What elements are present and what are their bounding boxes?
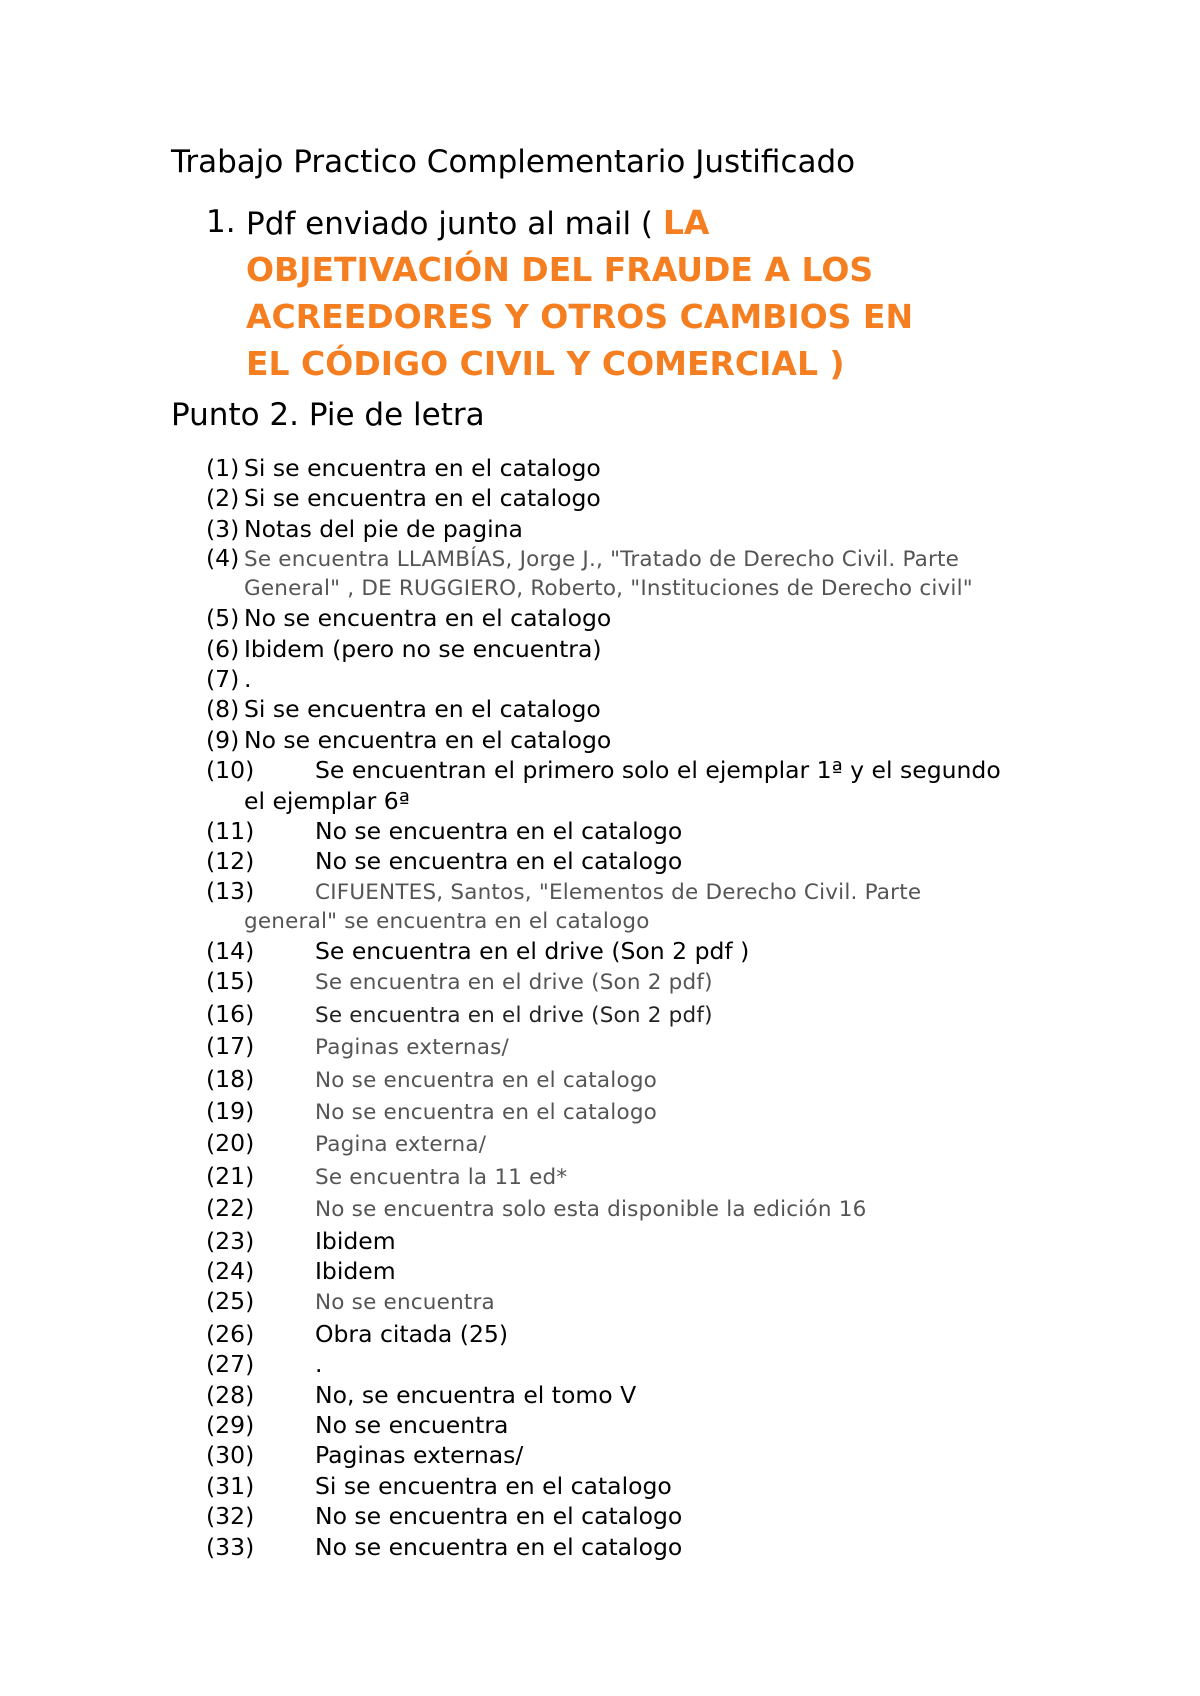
footnote-text: Ibidem (315, 1256, 396, 1285)
highlight-line-3: ACREEDORES Y OTROS CAMBIOS EN (246, 297, 914, 336)
footnote-text: No se encuentra en el catalogo (315, 1532, 683, 1561)
footnote-number: (13) (206, 876, 255, 905)
footnote-continuation: General" , DE RUGGIERO, Roberto, "Instituciones de Derecho civil" (244, 576, 973, 602)
footnote-item (206, 936, 1106, 966)
footnote-text: Si se encuentra en el catalogo (244, 695, 601, 724)
footnote-item (206, 877, 1106, 936)
highlight-line-1: LA (662, 203, 710, 242)
footnote-item (206, 514, 1106, 544)
footnote-text: Notas del pie de pagina (244, 514, 523, 543)
footnote-number: (26) (206, 1319, 255, 1348)
footnote-item (206, 1440, 1106, 1470)
footnote-text: Ibidem (pero no se encuentra) (244, 634, 602, 663)
footnote-item (206, 694, 1106, 724)
footnote-text: Pagina externa/ (315, 1132, 487, 1158)
item-prefix: Pdf enviado junto al mail ( (246, 206, 654, 242)
footnote-item (206, 453, 1106, 483)
footnote-number: (33) (206, 1532, 255, 1561)
footnote-item (206, 999, 1106, 1031)
footnote-number: (20) (206, 1129, 255, 1158)
footnote-number: (30) (206, 1441, 255, 1470)
footnote-item (206, 1096, 1106, 1128)
footnote-number: (21) (206, 1161, 255, 1190)
footnote-item (206, 725, 1106, 755)
footnote-item (206, 1161, 1106, 1193)
footnote-text: No se encuentra solo esta disponible la edición 16 (315, 1197, 867, 1223)
footnote-item (206, 1286, 1106, 1318)
footnote-number: (29) (206, 1410, 255, 1439)
footnote-text: No se encuentra en el catalogo (315, 847, 683, 876)
footnote-item (206, 1031, 1106, 1063)
footnote-text: No se encuentra en el catalogo (315, 1067, 658, 1093)
section-heading: Punto 2. Pie de letra (171, 397, 485, 433)
footnote-item (206, 544, 1106, 603)
footnote-number: (15) (206, 967, 255, 996)
document-title: Trabajo Practico Complementario Justificado (171, 144, 856, 180)
footnote-text: Se encuentra en el drive (Son 2 pdf) (315, 1002, 713, 1028)
footnote-text: Obra citada (25) (315, 1319, 509, 1348)
footnote-number: (16) (206, 999, 255, 1028)
footnote-item (206, 1226, 1106, 1256)
footnote-item (206, 816, 1106, 846)
footnote-text: No se encuentra en el catalogo (244, 725, 612, 754)
footnote-list (206, 453, 1106, 1562)
footnote-number: (5) (206, 604, 240, 633)
footnote-item (206, 1064, 1106, 1096)
footnote-item (206, 846, 1106, 876)
footnote-item (206, 1532, 1106, 1562)
footnote-number: (28) (206, 1380, 255, 1409)
footnote-text: Se encuentra en el drive (Son 2 pdf) (315, 970, 713, 996)
footnote-number: (22) (206, 1194, 255, 1223)
footnote-item (206, 664, 1106, 694)
numbered-item-1 (206, 200, 1026, 388)
footnote-number: (27) (206, 1350, 255, 1379)
footnote-item (206, 1380, 1106, 1410)
footnote-text: Paginas externas/ (315, 1035, 509, 1061)
highlight-line-4: EL CÓDIGO CIVIL Y COMERCIAL ) (246, 344, 845, 383)
footnote-text: No se encuentra en el catalogo (315, 1502, 683, 1531)
footnote-text: . (244, 665, 252, 694)
footnote-item (206, 1471, 1106, 1501)
footnote-text: Se encuentra LLAMBÍAS, Jorge J., "Tratado de Derecho Civil. Parte (244, 547, 960, 573)
footnote-number: (24) (206, 1256, 255, 1285)
footnote-text: Si se encuentra en el catalogo (244, 454, 601, 482)
footnote-number: (10) (206, 756, 255, 785)
footnote-number: (4) (206, 544, 240, 573)
footnote-number: (12) (206, 847, 255, 876)
footnote-text: CIFUENTES, Santos, "Elementos de Derecho Civil. Parte (315, 879, 922, 905)
footnote-text: No, se encuentra el tomo V (315, 1380, 637, 1409)
footnote-text: . (315, 1350, 323, 1379)
footnote-text: Se encuentra en el drive (Son 2 pdf ) (315, 936, 750, 965)
footnote-text: No se encuentra (315, 1410, 509, 1439)
footnote-number: (3) (206, 514, 240, 543)
footnote-text: No se encuentra (315, 1290, 495, 1316)
footnote-item (206, 1410, 1106, 1440)
footnote-item (206, 1501, 1106, 1531)
footnote-number: (14) (206, 936, 255, 965)
footnote-continuation: el ejemplar 6ª (244, 786, 410, 815)
footnote-text: Se encuentran el primero solo el ejemplar 1ª y el segundo (315, 756, 1001, 785)
footnote-number: (9) (206, 725, 240, 754)
footnote-number: (25) (206, 1287, 255, 1316)
footnote-text: No se encuentra en el catalogo (315, 1099, 658, 1125)
footnote-item (206, 1193, 1106, 1225)
footnote-number: (11) (206, 817, 255, 846)
footnote-text: Ibidem (315, 1226, 396, 1255)
footnote-text: No se encuentra en el catalogo (244, 604, 612, 633)
footnote-item (206, 1128, 1106, 1160)
footnote-text: Paginas externas/ (315, 1441, 524, 1470)
footnote-text: Se encuentra la 11 ed* (315, 1164, 568, 1190)
footnote-number: (6) (206, 634, 240, 663)
footnote-number: (8) (206, 695, 240, 724)
footnote-item (206, 966, 1106, 998)
footnote-item (206, 1349, 1106, 1379)
footnote-text: Si se encuentra en el catalogo (315, 1471, 672, 1500)
highlight-line-2: OBJETIVACIÓN DEL FRAUDE A LOS (246, 250, 874, 289)
footnote-item (206, 1256, 1106, 1286)
footnote-item (206, 483, 1106, 513)
footnote-number: (31) (206, 1471, 255, 1500)
footnote-number: (2) (206, 484, 240, 513)
footnote-number: (18) (206, 1064, 255, 1093)
footnote-number: (1) (206, 454, 240, 482)
footnote-item (206, 603, 1106, 633)
footnote-number: (17) (206, 1032, 255, 1061)
footnote-item (206, 1319, 1106, 1349)
footnote-number: (7) (206, 665, 240, 694)
footnote-number: (19) (206, 1096, 255, 1125)
footnote-text: No se encuentra en el catalogo (315, 817, 683, 846)
footnote-item (206, 755, 1106, 816)
footnote-text: Si se encuentra en el catalogo (244, 484, 601, 513)
footnote-number: (23) (206, 1226, 255, 1255)
footnote-number: (32) (206, 1502, 255, 1531)
footnote-continuation: general" se encuentra en el catalogo (244, 908, 650, 934)
footnote-item (206, 634, 1106, 664)
item-number: 1. (206, 204, 236, 240)
